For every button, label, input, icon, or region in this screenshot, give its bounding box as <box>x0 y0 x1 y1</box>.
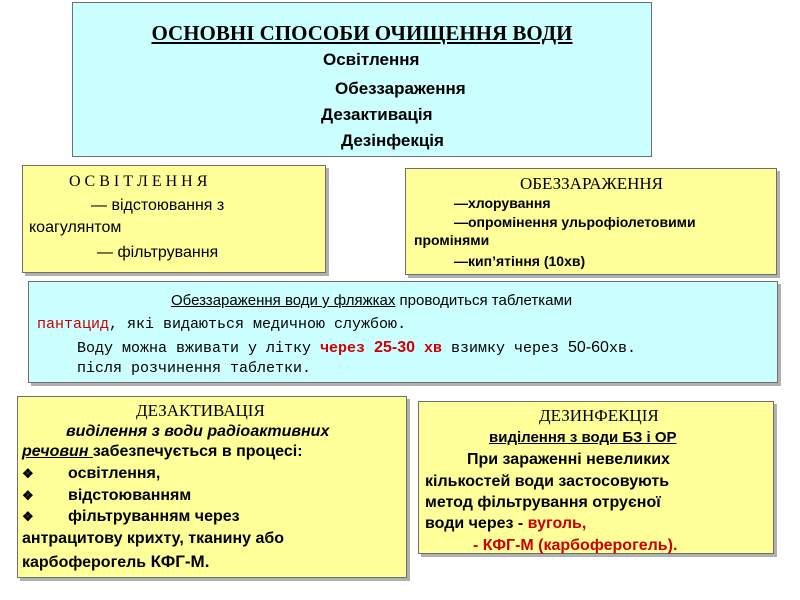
flask-line3-red-a: через <box>320 340 375 357</box>
osvitlennia-box <box>22 165 326 273</box>
osvitlennia-heading: О С В І Т Л Е Н Н Я <box>69 173 208 190</box>
obezzarazhennia-heading: ОБЕЗЗАРАЖЕННЯ <box>520 174 664 193</box>
flask-line3-red-c: хв <box>414 340 442 357</box>
dezinfektsiia-line5-a: води через - <box>425 515 528 532</box>
flask-line1 <box>171 292 572 309</box>
obezzarazhennia-box <box>405 168 777 275</box>
dezinfektsiia-line2: При зараженні невеликих <box>467 451 670 468</box>
bullet-item <box>22 508 240 526</box>
dezaktyvatsia-box <box>17 396 407 578</box>
flask-line3-red-b: 25-30 <box>374 339 415 356</box>
bullet-item <box>22 487 191 505</box>
bullet-label: відстоюванням <box>68 487 192 504</box>
diamond-bullet-icon: ❖ <box>22 466 34 481</box>
dezinfektsiia-line5 <box>425 515 586 533</box>
kfg-m-carboferogel-text: КФГ-М (карбоферогель). <box>482 537 678 554</box>
obezzarazhennia-line2: —опромінення ульрофіолетовими <box>454 214 696 230</box>
dezaktyvatsia-line1: виділення з води радіоактивних <box>66 423 330 440</box>
dezaktyvatsia-heading: ДЕЗАКТИВАЦІЯ <box>136 401 265 420</box>
kfg-m-text: КФГ-М. <box>150 552 210 571</box>
bullet-label: освітлення, <box>68 465 161 482</box>
method-obezzarazhennia: Обеззараження <box>335 79 466 98</box>
dezaktyvatsia-line7-a: карбоферогель <box>22 554 151 571</box>
dezinfektsiia-line4: метод фільтрування отруєної <box>425 494 661 511</box>
dezaktyvatsia-line2-rest: забезпечується в процесі: <box>92 443 303 460</box>
diamond-bullet-icon: ❖ <box>22 488 34 503</box>
diamond-bullet-icon: ❖ <box>22 509 34 524</box>
flask-line3-b: взимку через <box>442 340 569 357</box>
pantatsyd-text: пантацид <box>37 316 110 333</box>
flask-line1-rest: проводиться таблетками <box>395 292 573 309</box>
flask-line1-underlined: Обеззараження води у фляжках <box>171 292 396 309</box>
method-dezinfektsiia: Дезінфекція <box>341 131 444 150</box>
dezinfektsiia-heading: ДЕЗИНФЕКЦІЯ <box>539 406 659 425</box>
method-dezaktyvatsia: Дезактивація <box>321 105 433 124</box>
dezaktyvatsia-line2 <box>22 443 303 461</box>
osvitlennia-line3: — фільтрування <box>97 244 219 261</box>
dezaktyvatsia-line6: антрацитову крихту, тканину або <box>22 530 285 547</box>
flask-line3 <box>77 339 636 357</box>
flask-line2 <box>37 316 406 333</box>
flask-line4: після розчинення таблетки. <box>77 360 312 377</box>
main-title: ОСНОВНІ СПОСОБИ ОЧИЩЕННЯ ВОДИ <box>151 21 573 45</box>
method-osvitlennia: Освітлення <box>323 50 420 69</box>
vuhol-text: вуголь, <box>527 515 587 532</box>
dezaktyvatsia-line7 <box>22 552 209 572</box>
dezinfektsiia-line6-a: - <box>473 537 483 554</box>
obezzarazhennia-line1: —хлорування <box>454 195 551 211</box>
rechovyn-text: речовин <box>22 443 93 460</box>
obezzarazhennia-line3: промінями <box>414 232 490 248</box>
bullet-item <box>22 465 160 483</box>
dezinfektsiia-line6 <box>473 537 677 555</box>
dezinfektsiia-line3: кількостей води застосовують <box>425 473 670 490</box>
flask-line3-a: Воду можна вживати у літку <box>77 340 321 357</box>
obezzarazhennia-line4: —кип’ятіння (10хв) <box>454 253 586 269</box>
flask-line3-c: 50-60 <box>568 339 609 356</box>
flask-info-box <box>28 281 778 383</box>
bullet-label: фільтруванням через <box>68 508 240 525</box>
title-box <box>72 2 652 157</box>
osvitlennia-line1: — відстоювання з <box>91 197 225 214</box>
dezinfektsiia-box <box>418 401 774 554</box>
flask-line3-d: хв. <box>608 340 636 357</box>
flask-line2-rest: , які видаються медичною службою. <box>109 316 407 333</box>
osvitlennia-line2: коагулянтом <box>29 219 122 236</box>
dezinfektsiia-line1: виділення з води БЗ і ОР <box>489 429 677 446</box>
